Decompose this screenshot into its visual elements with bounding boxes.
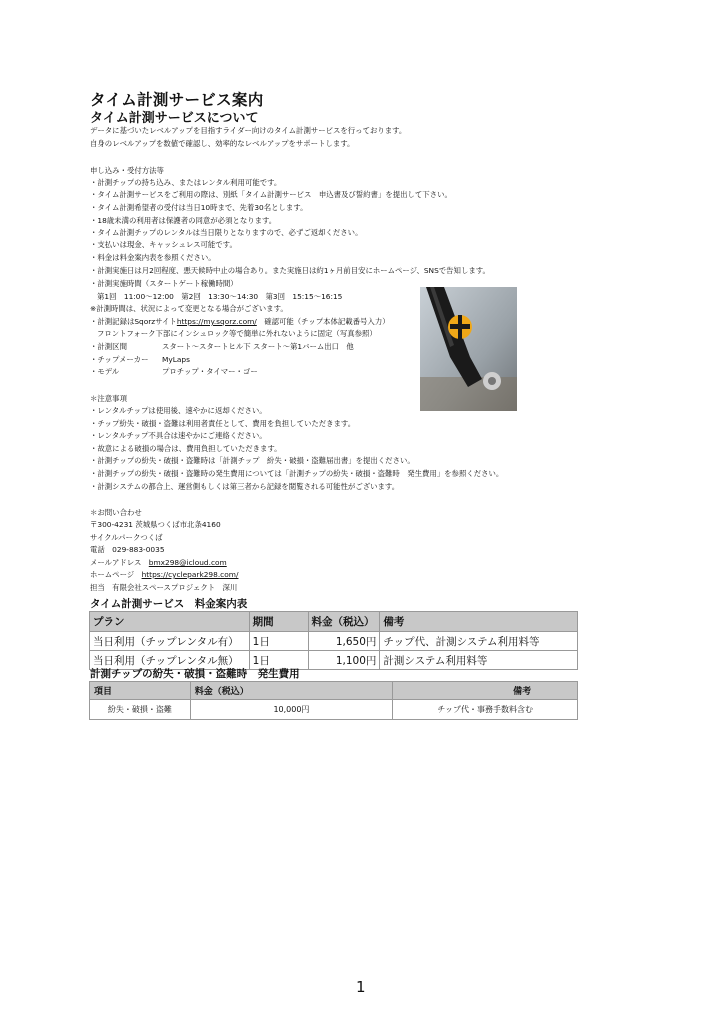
spec-label: ・モデル (90, 367, 120, 376)
fee-col-period: 期間 (249, 612, 308, 632)
record-note (90, 317, 390, 327)
fee-plan: 当日利用（チップレンタル無） (90, 651, 250, 670)
spec-row (90, 367, 258, 377)
loss-table (89, 681, 578, 720)
time-note: ※計測時間は、状況によって変更となる場合がございます。 (90, 304, 288, 313)
loss-col-note: 備考 (393, 682, 578, 700)
record-text: ・計測記録はSqorzサイト (90, 317, 177, 326)
apply-item: ・料金は料金案内表を参照ください。 (90, 253, 216, 262)
spec-row (90, 342, 354, 352)
home-label: ホームページ (90, 570, 142, 579)
apply-item: ・18歳未満の利用者は保護者の同意が必須となります。 (90, 216, 277, 225)
email-label: メールアドレス (90, 558, 149, 567)
contact-home-row (90, 570, 238, 580)
spec-label: ・計測区間 (90, 342, 127, 351)
caution-item: ・レンタルチップ不具合は速やかにご連絡ください。 (90, 431, 267, 440)
loss-table-heading: 計測チップの紛失・破損・盗難時 発生費用 (90, 668, 300, 680)
apply-header: 申し込み・受付方法等 (90, 166, 164, 175)
caution-item: ・計測システムの都合上、運営側もしくは第三者から記録を閲覧される可能性がございます。 (90, 482, 400, 491)
caution-item: ・レンタルチップは使用後、速やかに返却ください。 (90, 406, 267, 415)
fee-plan: 当日利用（チップレンタル有） (90, 632, 250, 651)
fee-table-heading: タイム計測サービス 料金案内表 (90, 598, 248, 610)
apply-item: ・タイム計測サービスをご利用の際は、別紙「タイム計測サービス 申込書及び誓約書」を提出して下さい。 (90, 190, 452, 199)
table-row (90, 700, 578, 720)
fee-table (89, 611, 578, 670)
fee-note: チップ代、計測システム利用料等 (380, 632, 578, 651)
spec-value: プロチップ・タイマー・ゴー (162, 367, 258, 376)
section-subtitle: タイム計測サービスについて (90, 111, 259, 126)
loss-col-item: 項目 (90, 682, 191, 700)
table-row (90, 632, 578, 651)
caution-item: ・計測チップの紛失・破損・盗難時の発生費用については「計測チップの紛失・破損・盗難時 発生費用」を参照ください。 (90, 469, 504, 478)
spec-label: ・チップメーカー (90, 355, 149, 364)
page-number: 1 (356, 978, 366, 996)
fee-price: 1,100円 (308, 651, 380, 670)
apply-item: ・計測チップの持ち込み、またはレンタル利用可能です。 (90, 178, 282, 187)
caution-header: ＊注意事項 (90, 394, 127, 403)
record-text-post: 確認可能（チップ本体記載番号入力） (256, 317, 390, 326)
loss-note: チップ代・事務手数料含む (393, 700, 578, 720)
contact-phone: 電話 029-883-0035 (90, 545, 165, 554)
fee-price: 1,650円 (308, 632, 380, 651)
fee-col-plan: プラン (90, 612, 250, 632)
mount-note: フロントフォーク下部にインシュロック等で簡単に外れないように固定（写真参照） (97, 329, 377, 338)
session-times: 第1回 11:00〜12:00 第2回 13:30〜14:30 第3回 15:15〜16:15 (97, 292, 343, 301)
contact-person: 担当 有限会社スペースプロジェクト 深川 (90, 583, 238, 592)
loss-col-price: 料金（税込） (190, 682, 392, 700)
contact-name: サイクルパークつくば (90, 533, 163, 542)
apply-item: ・タイム計測チップのレンタルは当日限りとなりますので、必ずご返却ください。 (90, 228, 363, 237)
chip-mount-photo (420, 287, 517, 411)
caution-item: ・計測チップの紛失・破損・盗難時は「計測チップ 紛失・破損・盗難届出書」を提出ください。 (90, 456, 415, 465)
spec-value: MyLaps (162, 355, 190, 364)
apply-item: ・タイム計測希望者の受付は当日10時まで、先着30名とします。 (90, 203, 308, 212)
intro-line: 自身のレベルアップを数値で確認し、効率的なレベルアップをサポートします。 (90, 139, 355, 148)
fee-note: 計測システム利用料等 (380, 651, 578, 670)
caution-item: ・チップ紛失・破損・盗難は利用者責任として、費用を負担していただきます。 (90, 419, 356, 428)
contact-address: 〒300-4231 茨城県つくば市北条4160 (90, 520, 221, 529)
email-link[interactable]: bmx298@icloud.com (148, 558, 227, 567)
loss-table-header-row (90, 682, 578, 700)
fee-period: 1日 (249, 632, 308, 651)
apply-item: ・計測実施日は月2回程度、悪天候時中止の場合あり。また実施日は約1ヶ月前目安にホームページ、SNSで告知します。 (90, 266, 490, 275)
contact-email-row (90, 558, 227, 568)
spec-row (90, 355, 190, 365)
caution-item: ・故意による破損の場合は、費用負担していただきます。 (90, 444, 282, 453)
loss-price: 10,000円 (190, 700, 392, 720)
apply-item: ・支払いは現金、キャッシュレス可能です。 (90, 240, 237, 249)
spec-value: スタート〜スタートヒル下 スタート〜第1バーム出口 他 (162, 342, 354, 351)
homepage-link[interactable]: https://cyclepark298.com/ (141, 570, 239, 579)
fee-table-header-row (90, 612, 578, 632)
fee-col-note: 備考 (380, 612, 578, 632)
contact-header: ＊お問い合わせ (90, 508, 142, 517)
fee-period: 1日 (249, 651, 308, 670)
sqorz-link[interactable]: https://my.sqorz.com/ (176, 317, 257, 326)
apply-item: ・計測実施時間（スタートゲート稼働時間） (90, 279, 238, 288)
page-title: タイム計測サービス案内 (90, 91, 264, 109)
fee-col-price: 料金（税込） (308, 612, 380, 632)
loss-item: 紛失・破損・盗難 (90, 700, 191, 720)
intro-line: データに基づいたレベルアップを目指すライダー向けのタイム計測サービスを行っております。 (90, 126, 407, 135)
